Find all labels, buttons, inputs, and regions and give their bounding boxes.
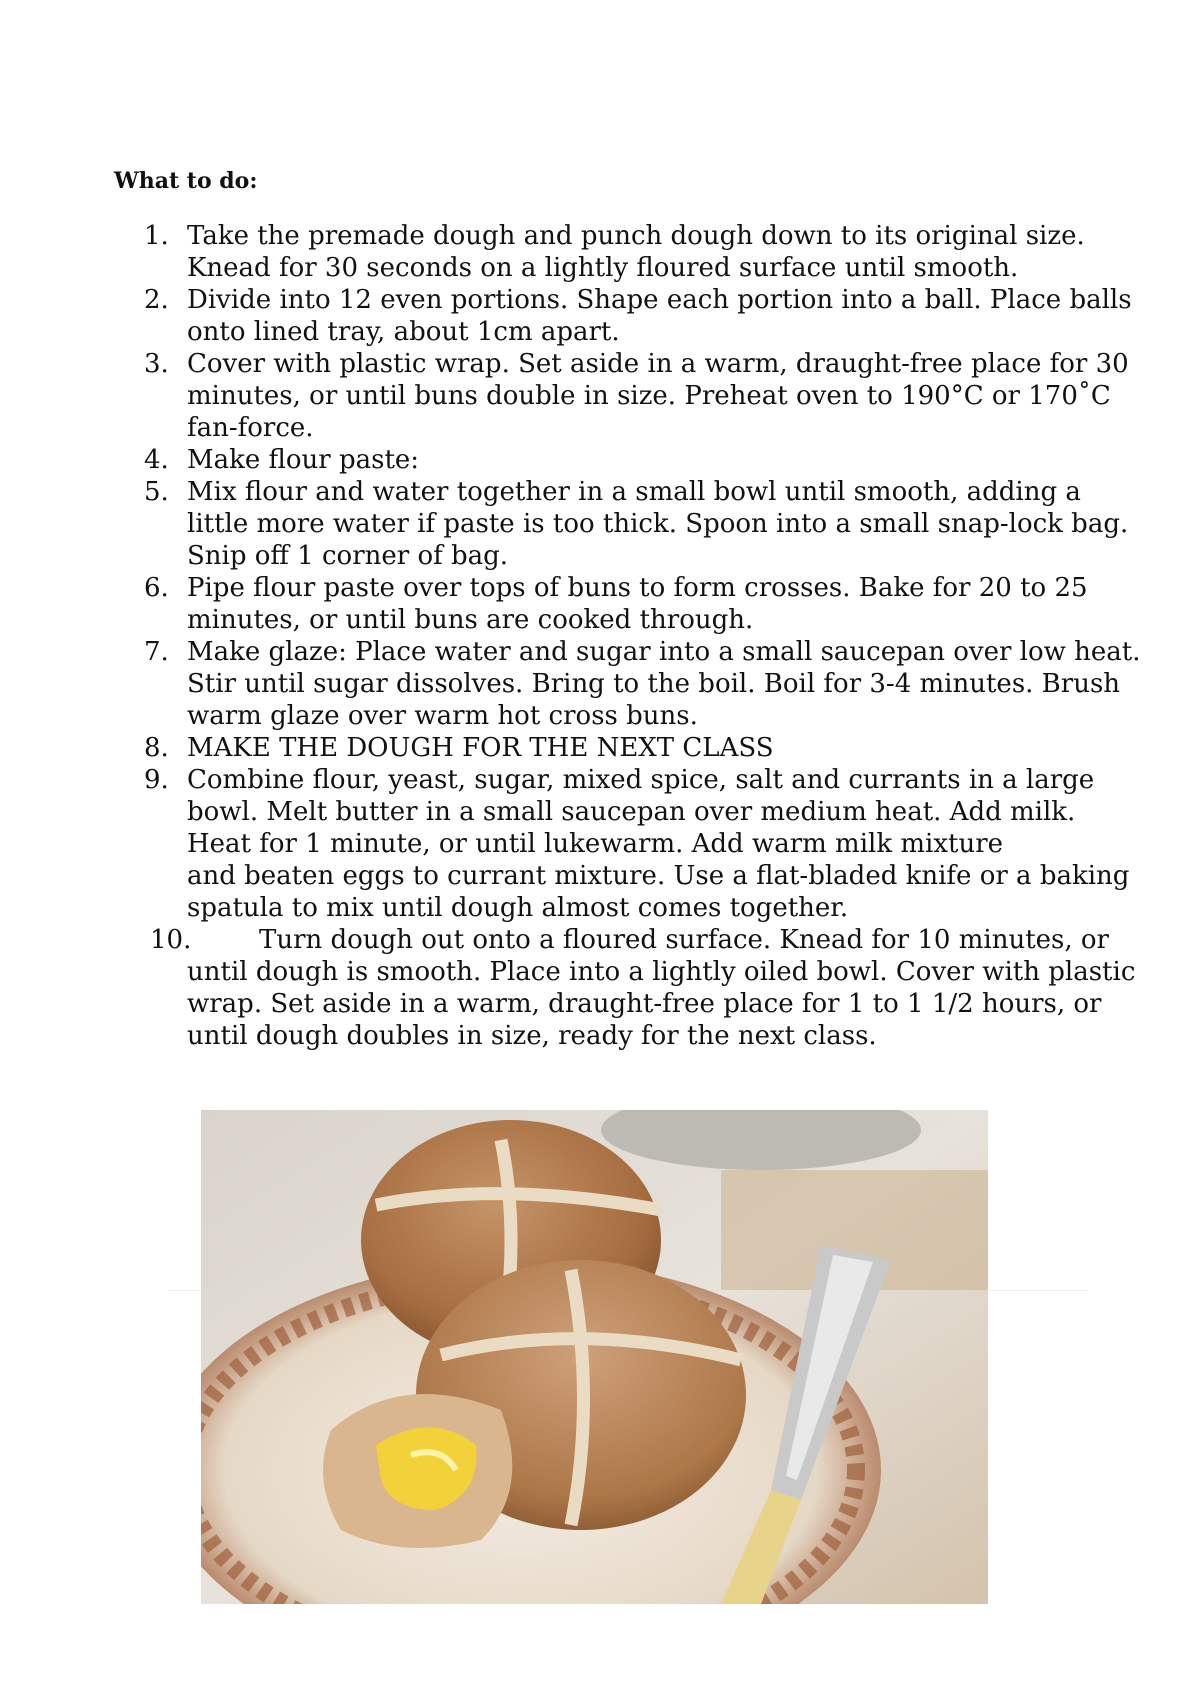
step-line: and beaten eggs to currant mixture. Use a flat-bladed knife or a baking <box>187 861 1130 891</box>
step-line: MAKE THE DOUGH FOR THE NEXT CLASS <box>187 733 774 763</box>
step-8 <box>114 732 1084 764</box>
step-line: onto lined tray, about 1cm apart. <box>187 317 620 347</box>
step-number: 3. <box>144 349 169 379</box>
step-line: Make flour paste: <box>187 445 420 475</box>
step-line: Divide into 12 even portions. Shape each portion into a ball. Place balls <box>187 285 1132 315</box>
step-number: 5. <box>144 477 169 507</box>
step-line: Turn dough out onto a floured surface. Knead for 10 minutes, or <box>259 925 1109 955</box>
step-10 <box>114 924 1136 1052</box>
step-1 <box>114 220 1084 284</box>
steps-list <box>114 220 1141 1052</box>
step-line: Snip off 1 corner of bag. <box>187 541 509 571</box>
step-line: wrap. Set aside in a warm, draught-free place for 1 to 1 1/2 hours, or <box>187 989 1102 1019</box>
step-line: minutes, or until buns double in size. Preheat oven to 190°C or 170˚C <box>187 381 1111 411</box>
step-number: 10. <box>150 925 192 955</box>
step-line: Make glaze: Place water and sugar into a small saucepan over low heat. <box>187 637 1141 667</box>
step-line: Cover with plastic wrap. Set aside in a warm, draught-free place for 30 <box>187 349 1129 379</box>
step-number: 7. <box>144 637 169 667</box>
step-line: Mix flour and water together in a small bowl until smooth, adding a <box>187 477 1081 507</box>
step-line: Combine flour, yeast, sugar, mixed spice, salt and currants in a large <box>187 765 1095 795</box>
step-number: 1. <box>144 221 169 251</box>
step-line: Stir until sugar dissolves. Bring to the boil. Boil for 3-4 minutes. Brush <box>187 669 1121 699</box>
step-line: Heat for 1 minute, or until lukewarm. Add warm milk mixture <box>187 829 1004 859</box>
step-4 <box>114 444 1084 476</box>
hot-cross-buns-photo <box>201 1110 988 1604</box>
step-line: until dough doubles in size, ready for the next class. <box>187 1021 877 1051</box>
step-line: warm glaze over warm hot cross buns. <box>187 701 698 731</box>
section-heading: What to do: <box>114 168 258 194</box>
step-9 <box>114 764 1130 924</box>
step-5 <box>114 476 1129 572</box>
step-2 <box>114 284 1132 348</box>
step-line: bowl. Melt butter in a small saucepan over medium heat. Add milk. <box>187 797 1076 827</box>
step-line: Knead for 30 seconds on a lightly floured surface until smooth. <box>187 253 1019 283</box>
step-line: fan-force. <box>187 413 314 443</box>
step-line: Take the premade dough and punch dough down to its original size. <box>187 221 1085 251</box>
step-number: 4. <box>144 445 169 475</box>
step-line: little more water if paste is too thick. Spoon into a small snap-lock bag. <box>187 509 1129 539</box>
step-line: Pipe flour paste over tops of buns to form crosses. Bake for 20 to 25 <box>187 573 1088 603</box>
step-number: 6. <box>144 573 169 603</box>
step-6 <box>114 572 1088 636</box>
step-number: 2. <box>144 285 169 315</box>
step-line: spatula to mix until dough almost comes together. <box>187 893 849 923</box>
step-3 <box>114 348 1129 444</box>
step-line: minutes, or until buns are cooked through. <box>187 605 754 635</box>
step-number: 8. <box>144 733 169 763</box>
step-7 <box>114 636 1141 732</box>
step-line: until dough is smooth. Place into a lightly oiled bowl. Cover with plastic <box>187 957 1136 987</box>
step-number: 9. <box>144 765 169 795</box>
